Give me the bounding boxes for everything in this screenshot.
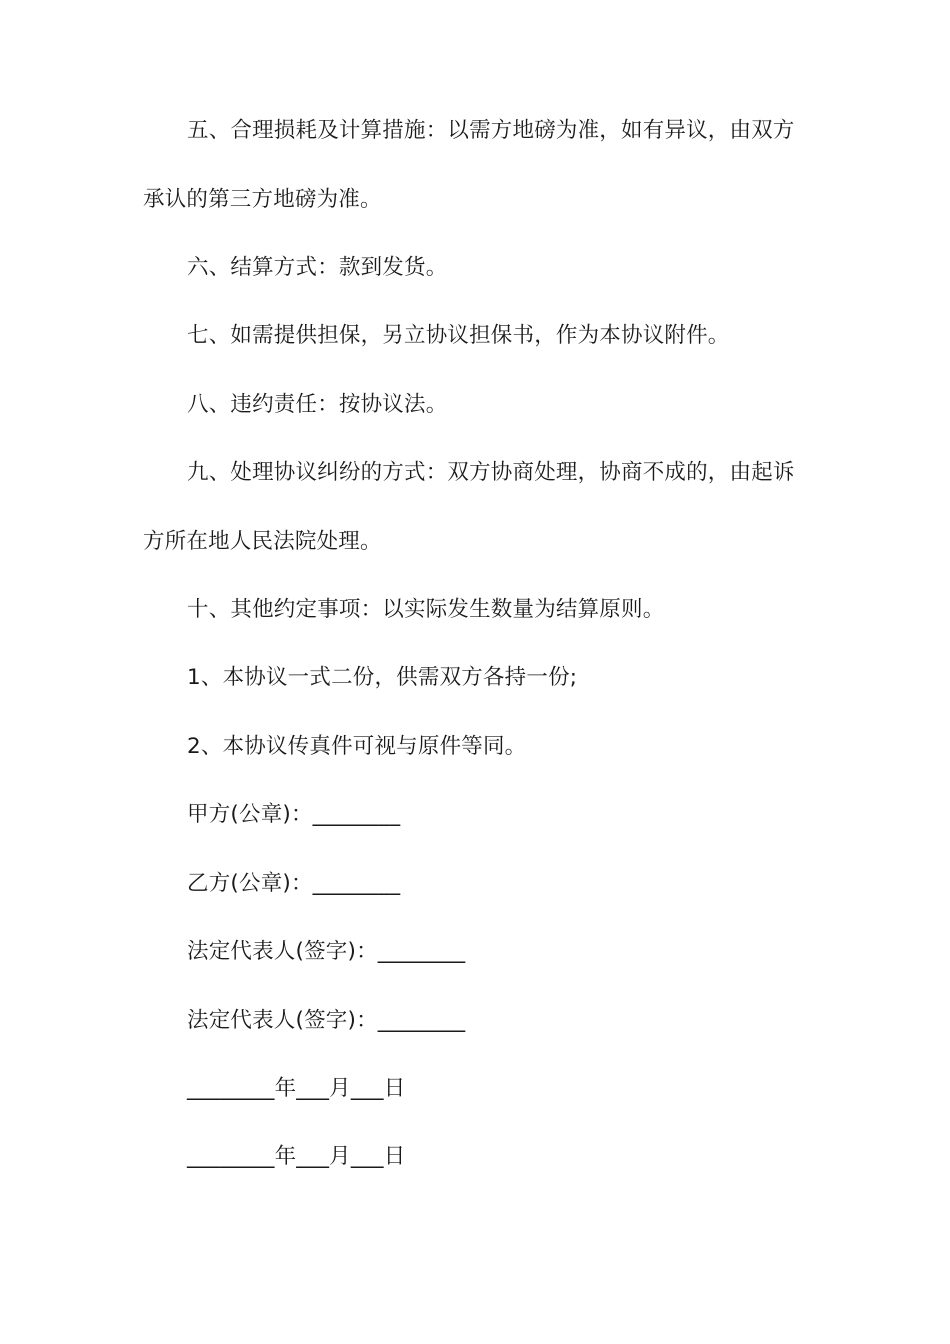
legal-rep-signature-b: 法定代表人(签字)：________ bbox=[187, 1008, 466, 1033]
clause-10: 十、其他约定事项：以实际发生数量为结算原则。 bbox=[187, 597, 665, 622]
party-b-seal: 乙方(公章)：________ bbox=[187, 871, 401, 896]
item-2: 2、本协议传真件可视与原件等同。 bbox=[187, 734, 527, 759]
clause-8: 八、违约责任：按协议法。 bbox=[187, 392, 448, 417]
clause-9-line-1: 九、处理协议纠纷的方式：双方协商处理，协商不成的，由起诉 bbox=[187, 460, 795, 485]
clause-9-line-2: 方所在地人民法院处理。 bbox=[143, 529, 382, 554]
clause-5-line-1: 五、合理损耗及计算措施：以需方地磅为准，如有异议，由双方 bbox=[187, 118, 795, 143]
date-line-a: ________年___月___日 bbox=[187, 1076, 406, 1101]
clause-5-line-2: 承认的第三方地磅为准。 bbox=[143, 187, 382, 212]
legal-rep-signature-a: 法定代表人(签字)：________ bbox=[187, 939, 466, 964]
party-a-seal: 甲方(公章)：________ bbox=[187, 802, 401, 827]
item-1: 1、本协议一式二份，供需双方各持一份; bbox=[187, 665, 578, 690]
clause-7: 七、如需提供担保，另立协议担保书，作为本协议附件。 bbox=[187, 323, 730, 348]
date-line-b: ________年___月___日 bbox=[187, 1144, 406, 1169]
clause-6: 六、结算方式：款到发货。 bbox=[187, 255, 448, 280]
